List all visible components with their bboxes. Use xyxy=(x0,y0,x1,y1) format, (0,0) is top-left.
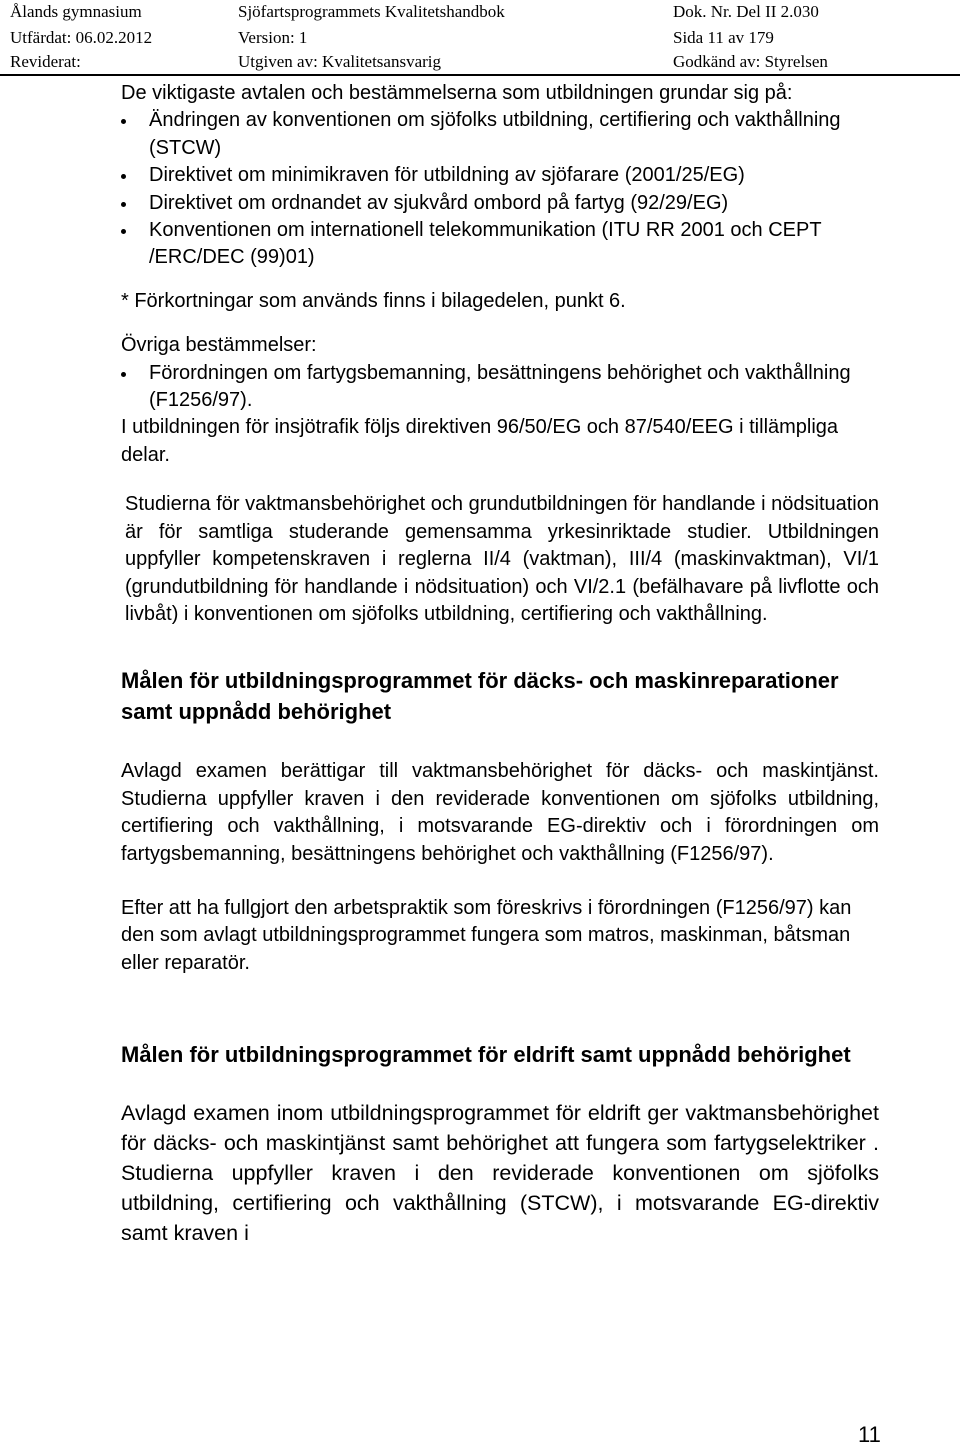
abbreviation-note: * Förkortningar som används finns i bilagedelen, punkt 6. xyxy=(121,289,626,312)
deck-engine-paragraph: Avlagd examen berättigar till vaktmansbehörighet för däcks- och maskintjänst. Studierna uppfyller kraven i den reviderade konventionen om sjöfolks utbildning, certifiering och vakthållning, i motsvarande EG-direktiv och i förordningen om fartygsbemanning, besättningens behörighet och vakthållning (F1256/97). xyxy=(121,760,879,865)
header-published-by: Utgiven av: Kvalitetsansvarig xyxy=(228,50,663,75)
document-header xyxy=(0,0,960,76)
studies-paragraph: Studierna för vaktmansbehörighet och grundutbildningen för handlande i nödsituation är för samtliga studerande gemensamma yrkesinriktade studier. Utbildningen uppfyller kompetenskraven i reglerna II/4 (vaktman), III/4 (maskinvaktman), VI/1 (grundutbildning för handlande i nödsituation) och VI/2.1 (befälhavare på livflotte och livbåt) i konventionen om sjöfolks utbildning, certifiering och vakthållning. xyxy=(125,493,879,625)
list-item: Direktivet om ordnandet av sjukvård ombord på fartyg (92/29/EG) xyxy=(121,190,879,217)
header-issued: Utfärdat: 06.02.2012 xyxy=(10,28,153,47)
header-revised: Reviderat: xyxy=(0,50,228,75)
header-handbook: Sjöfartsprogrammets Kvalitetshandbok xyxy=(238,2,505,21)
list-item: Konventionen om internationell telekommunikation (ITU RR 2001 och CEPT /ERC/DEC (99)01) xyxy=(121,217,879,272)
list-item: Direktivet om minimikraven för utbildning av sjöfarare (2001/25/EG) xyxy=(121,162,879,189)
electrical-paragraph: Avlagd examen inom utbildningsprogrammet för eldrift ger vaktmansbehörighet för däcks- och maskintjänst samt behörighet att fungera som fartygselektriker . Studierna uppfyller kraven i den reviderade konventionen om sjöfolks utbildning, certifiering och vakthållning (STCW), i motsvarande EG-direktiv samt kraven i xyxy=(121,1101,879,1246)
list-item: Förordningen om fartygsbemanning, besättningens behörighet och vakthållning (F1256/97). xyxy=(121,360,879,415)
section-heading-electrical: Målen för utbildningsprogrammet för eldrift samt uppnådd behörighet xyxy=(121,1042,851,1068)
bullet-icon xyxy=(121,202,126,207)
page-body xyxy=(121,80,879,1248)
bullet-icon xyxy=(121,174,126,179)
header-page: Sida 11 av 179 xyxy=(673,28,774,47)
bullet-icon xyxy=(121,229,126,234)
list-item: Ändringen av konventionen om sjöfolks utbildning, certifiering och vakthållning (STCW) xyxy=(121,107,879,162)
bullet-icon xyxy=(121,372,126,377)
header-row-1 xyxy=(0,0,960,26)
page-number: 11 xyxy=(858,1422,881,1447)
header-school: Ålands gymnasium xyxy=(10,2,142,21)
header-doc-number: Dok. Nr. Del II 2.030 xyxy=(673,2,819,21)
intro-text: De viktigaste avtalen och bestämmelserna som utbildningen grundar sig på: xyxy=(121,82,793,104)
header-approved-by: Godkänd av: Styrelsen xyxy=(663,50,960,75)
header-row-3 xyxy=(0,50,960,75)
other-regulations-title: Övriga bestämmelser: xyxy=(121,334,317,357)
inland-traffic-text: I utbildningen för insjötrafik följs direktiven 96/50/EG och 87/540/EEG i tillämpliga delar. xyxy=(121,416,839,466)
header-row-2 xyxy=(0,26,960,50)
main-regulations-list xyxy=(121,107,879,271)
header-version: Version: 1 xyxy=(238,28,308,47)
other-regulations-list xyxy=(121,360,879,415)
section-heading-deck-engine: Målen för utbildningsprogrammet för däcks- och maskinreparationer samt uppnådd behörighet xyxy=(121,668,839,725)
bullet-icon xyxy=(121,119,126,124)
work-practice-paragraph: Efter att ha fullgjort den arbetspraktik som föreskrivs i förordningen (F1256/97) kan den som avlagt utbildningsprogrammet fungera som matros, maskinman, båtsman eller reparatör. xyxy=(121,896,852,974)
